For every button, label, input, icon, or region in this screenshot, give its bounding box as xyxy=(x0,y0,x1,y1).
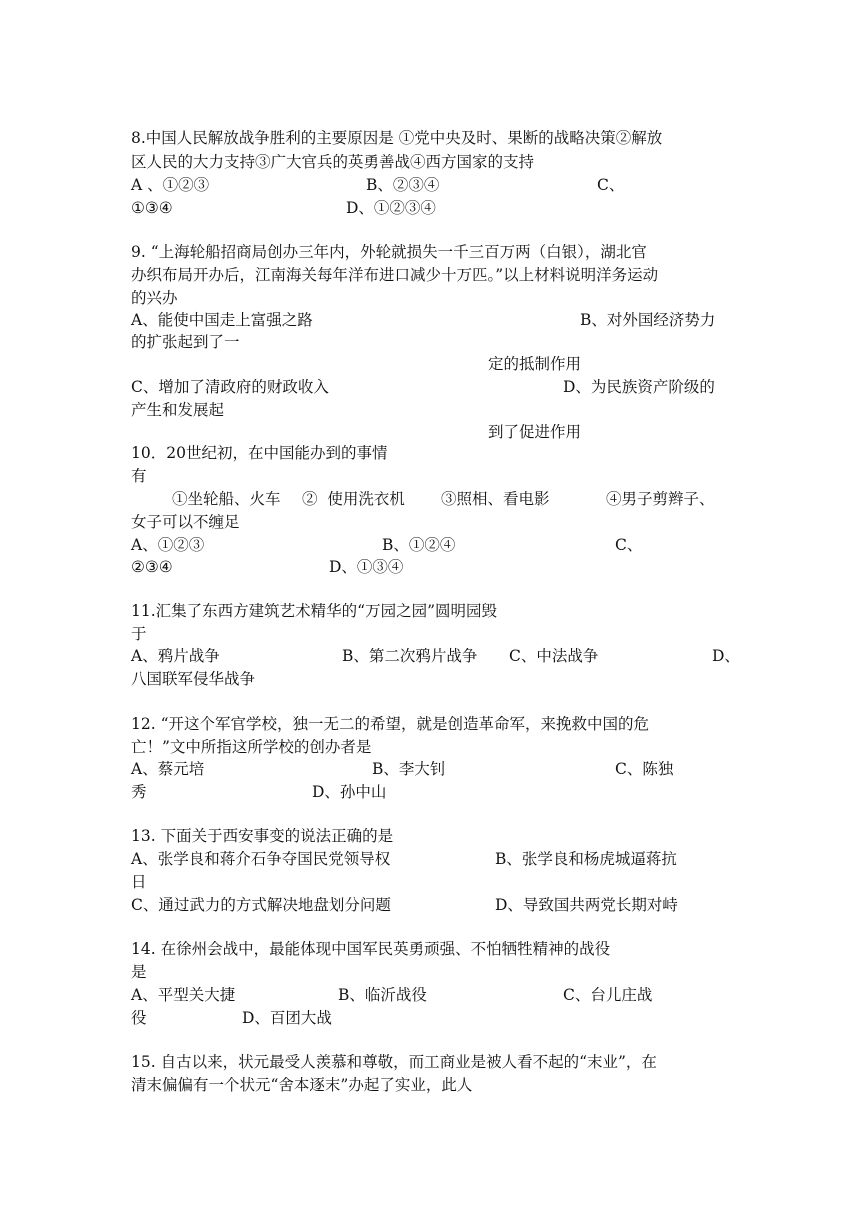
question-10-stem-line-2: 有 xyxy=(131,467,147,485)
option-b: B、张学良和杨虎城逼蒋抗 xyxy=(495,850,677,868)
question-15-stem-line-2: 清末偏偏有一个状元“舍本逐末”办起了实业，此人 xyxy=(131,1076,473,1094)
option-d-continued: 产生和发展起 xyxy=(131,401,225,419)
question-12-stem-line-2: 亡！”文中所指这所学校的创办者是 xyxy=(131,738,372,756)
option-c: C、 xyxy=(597,176,625,194)
option-d-continued: 到了促进作用 xyxy=(488,423,582,441)
option-c-continued: 秀 xyxy=(131,783,147,801)
option-b-continued: 定的抵制作用 xyxy=(488,355,582,373)
option-c: C、台儿庄战 xyxy=(563,986,653,1004)
question-14-stem-line-2: 是 xyxy=(131,963,147,981)
question-15-stem-line-1: 15. 自古以来，状元最受人羡慕和尊敬，而工商业是被人看不起的“末业”，在 xyxy=(131,1053,657,1071)
item-4-continued: 女子可以不缠足 xyxy=(131,513,240,531)
option-c: C、 xyxy=(615,536,643,554)
question-12-stem-line-1: 12. “开这个军官学校，独一无二的希望，就是创造革命军，来挽救中国的危 xyxy=(131,715,650,733)
option-c-continued: 役 xyxy=(131,1009,147,1027)
option-b-continued: 的扩张起到了一 xyxy=(131,333,240,351)
option-d: D、为民族资产阶级的 xyxy=(563,378,715,396)
option-a: A、平型关大捷 xyxy=(131,986,236,1004)
option-b: B、临沂战役 xyxy=(338,986,427,1004)
option-b: B、李大钊 xyxy=(372,760,446,778)
question-10-stem-line-1: 10．20世纪初，在中国能办到的事情 xyxy=(131,444,388,462)
question-8-stem-line-2: 区人民的大力支持③广大官兵的英勇善战④西方国家的支持 xyxy=(131,153,535,171)
option-b: B、第二次鸦片战争 xyxy=(342,647,478,665)
question-9-stem-line-2: 办织布局开办后，江南海关每年洋布进口减少十万匹。”以上材料说明洋务运动 xyxy=(131,266,659,284)
option-b-continued: 日 xyxy=(131,873,147,891)
option-b: B、对外国经济势力 xyxy=(580,311,716,329)
question-8-stem-line-1: 8.中国人民解放战争胜利的主要原因是 ①党中央及时、果断的战略决策②解放 xyxy=(131,129,663,147)
question-14-stem-line-1: 14. 在徐州会战中，最能体现中国军民英勇顽强、不怕牺牲精神的战役 xyxy=(131,940,611,958)
item-1: ①坐轮船、火车 xyxy=(172,490,281,508)
item-3: ③照相、看电影 xyxy=(441,490,550,508)
option-d: D、 xyxy=(712,647,740,665)
item-2: ② 使用洗衣机 xyxy=(302,490,405,508)
option-d: D、百团大战 xyxy=(242,1009,332,1027)
option-d-continued: 八国联军侵华战争 xyxy=(131,670,256,688)
option-b: B、②③④ xyxy=(366,176,440,194)
option-c: C、中法战争 xyxy=(509,647,599,665)
option-a: A 、①②③ xyxy=(131,176,210,194)
option-c: C、陈独 xyxy=(615,760,674,778)
option-c-continued: ②③④ xyxy=(131,558,173,576)
question-11-stem-line-1: 11.汇集了东西方建筑艺术精华的“万园之园”圆明园毁 xyxy=(131,602,497,620)
option-c: C、增加了清政府的财政收入 xyxy=(131,378,329,396)
option-a: A、①②③ xyxy=(131,536,205,554)
question-9-stem-line-1: 9. “上海轮船招商局创办三年内，外轮就损失一千三百万两（白银），湖北官 xyxy=(131,243,647,261)
option-a: A、能使中国走上富强之路 xyxy=(131,311,313,329)
option-a: A、张学良和蒋介石争夺国民党领导权 xyxy=(131,850,391,868)
option-d: D、①③④ xyxy=(329,558,404,576)
option-d: D、导致国共两党长期对峙 xyxy=(495,896,678,914)
question-11-stem-line-2: 于 xyxy=(131,625,147,643)
option-a: A、鸦片战争 xyxy=(131,647,220,665)
option-b: B、①②④ xyxy=(382,536,456,554)
option-c-continued: ①③④ xyxy=(131,199,173,217)
question-9-stem-line-3: 的兴办 xyxy=(131,289,178,307)
question-13-stem-line-1: 13. 下面关于西安事变的说法正确的是 xyxy=(131,827,394,845)
option-c: C、通过武力的方式解决地盘划分问题 xyxy=(131,896,391,914)
option-a: A、蔡元培 xyxy=(131,760,205,778)
option-d: D、孙中山 xyxy=(312,783,387,801)
option-d: D、①②③④ xyxy=(346,199,436,217)
item-4: ④男子剪辫子、 xyxy=(606,490,715,508)
